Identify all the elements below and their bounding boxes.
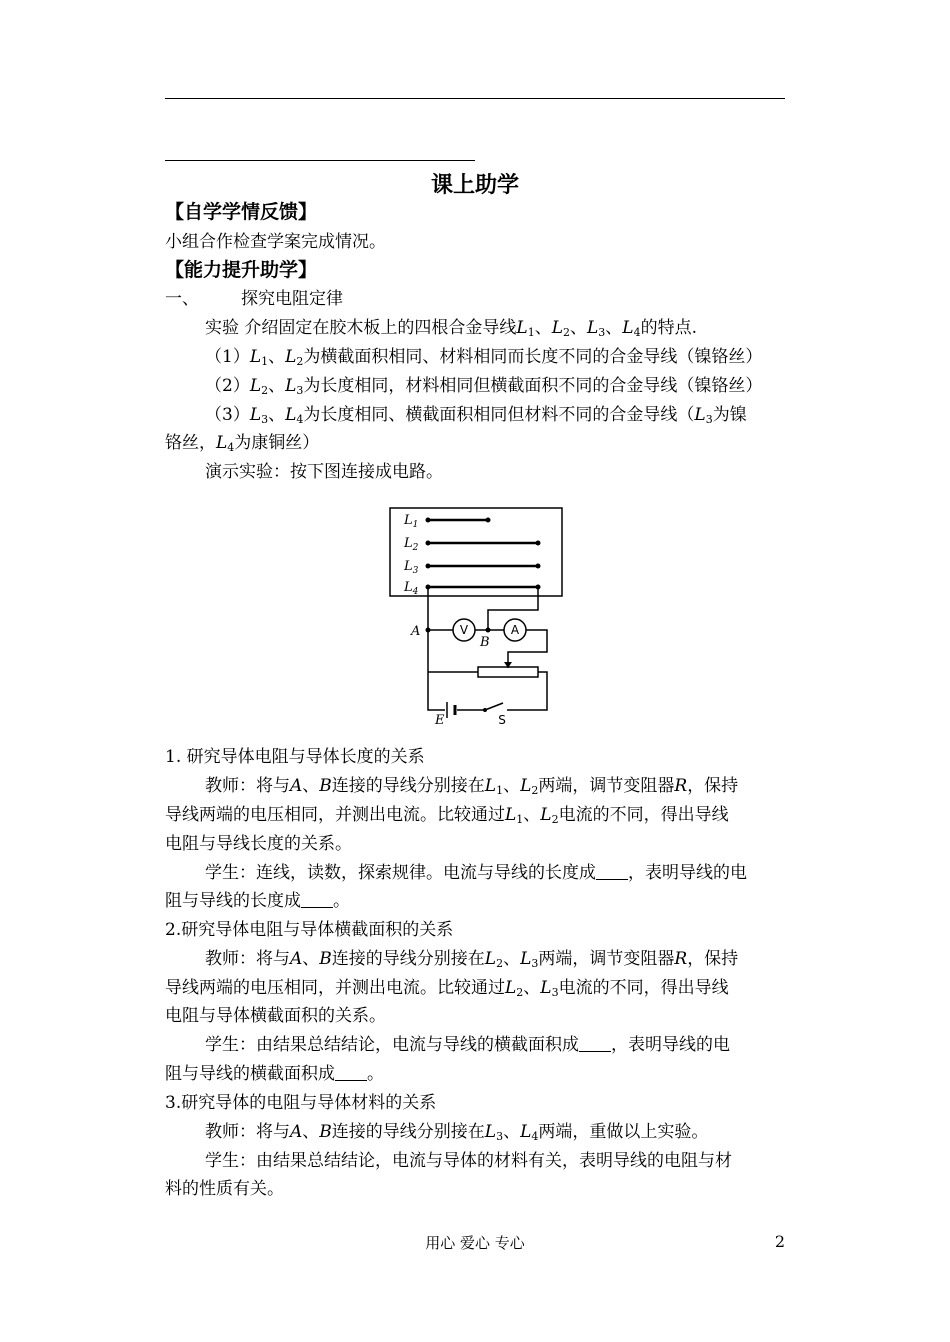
item-heading <box>165 287 785 311</box>
point-3: $(3)L_3$、$L_4$为长度相同、横截面积相同但材料不同的合金导线（$L_3$为镍 <box>205 405 747 426</box>
demo-instruction: 演示实验：按下图连接成电路。 <box>205 462 443 482</box>
switch-label: S <box>498 713 506 727</box>
part2-student-line1: 学生：由结果总结结论，电流与导线的横截面积成 ，表明导线的电 <box>205 1035 730 1055</box>
item-title: 探究电阻定律 <box>241 289 343 309</box>
experiment-intro: 实验 介绍固定在胶木板上的四根合金导线$L_1$、$L_2$、$L_3$、$L_4$的特点. <box>205 318 697 339</box>
footer-motto: 用心 爱心 专心 <box>425 1234 525 1252</box>
part2-student-line2: 阻与导线的横截面积成 。 <box>165 1064 384 1084</box>
ammeter-label: A <box>510 623 520 637</box>
label-l4: $L_4$ <box>404 580 419 597</box>
part3-student-line2: 料的性质有关。 <box>165 1179 284 1199</box>
short-rule <box>165 160 475 161</box>
item-number: 一、 <box>165 289 199 309</box>
point-1: $(1)L_1$、$L_2$为横截面积相同、材料相同而长度不同的合金导线（镍铬丝） <box>205 347 763 368</box>
part3-heading: 3.研究导体的电阻与导体材料的关系 <box>165 1093 437 1113</box>
answer-blank[interactable] <box>335 1062 367 1081</box>
section-heading-self-study: 【自学学情反馈】 <box>165 201 318 223</box>
point-2: $(2)L_2$、$L_3$为长度相同，材料相同但横截面积不同的合金导线（镍铬丝） <box>205 376 763 397</box>
voltmeter-label: V <box>459 623 469 637</box>
part2-teacher-line3: 电阻与导体横截面积的关系。 <box>165 1006 386 1026</box>
part2-heading: 2.研究导体电阻与导体横截面积的关系 <box>165 920 454 940</box>
section-text-self-study: 小组合作检查学案完成情况。 <box>165 232 386 252</box>
part2-teacher-line1: 教师：将与A、B连接的导线分别接在$L_2$、$L_3$两端，调节变阻器R，保持 <box>205 949 739 970</box>
label-l3: $L_3$ <box>404 559 419 576</box>
part1-teacher-line2: 导线两端的电压相同，并测出电流。比较通过$L_1$、$L_2$电流的不同，得出导线 <box>165 805 729 826</box>
part1-heading: 1. 研究导体电阻与导体长度的关系 <box>165 747 425 767</box>
answer-blank[interactable] <box>301 889 333 908</box>
part1-teacher-line1: 教师：将与A、B连接的导线分别接在$L_1$、$L_2$两端，调节变阻器R，保持 <box>205 776 739 797</box>
node-a-label: A <box>411 624 421 639</box>
part1-student-line2: 阻与导线的长度成 。 <box>165 891 350 911</box>
page-number: 2 <box>774 1232 785 1251</box>
rheostat <box>478 667 538 677</box>
part1-teacher-line3: 电阻与导线长度的关系。 <box>165 834 352 854</box>
header-rule <box>165 98 785 99</box>
part3-teacher-line1: 教师：将与A、B连接的导线分别接在$L_3$、$L_4$两端，重做以上实验。 <box>205 1122 709 1143</box>
label-l2: $L_2$ <box>404 536 419 553</box>
answer-blank[interactable] <box>579 1033 611 1052</box>
switch-blade <box>485 703 503 710</box>
answer-blank[interactable] <box>596 861 628 880</box>
page-title: 课上助学 <box>430 173 519 198</box>
label-l1: $L_1$ <box>404 513 419 530</box>
part2-teacher-line2: 导线两端的电压相同，并测出电流。比较通过$L_2$、$L_3$电流的不同，得出导线 <box>165 978 729 999</box>
node-b-label: B <box>480 635 490 650</box>
part1-student-line1: 学生：连线，读数，探索规律。电流与导线的长度成 ，表明导线的电 <box>205 863 747 883</box>
battery-label: E <box>435 713 445 728</box>
part3-student-line1: 学生：由结果总结结论，电流与导体的材料有关，表明导线的电阻与材 <box>205 1151 732 1171</box>
section-heading-ability: 【能力提升助学】 <box>165 259 318 281</box>
point-3-continued: 铬丝，$L_4$为康铜丝） <box>165 433 320 454</box>
circuit-diagram <box>385 500 565 730</box>
